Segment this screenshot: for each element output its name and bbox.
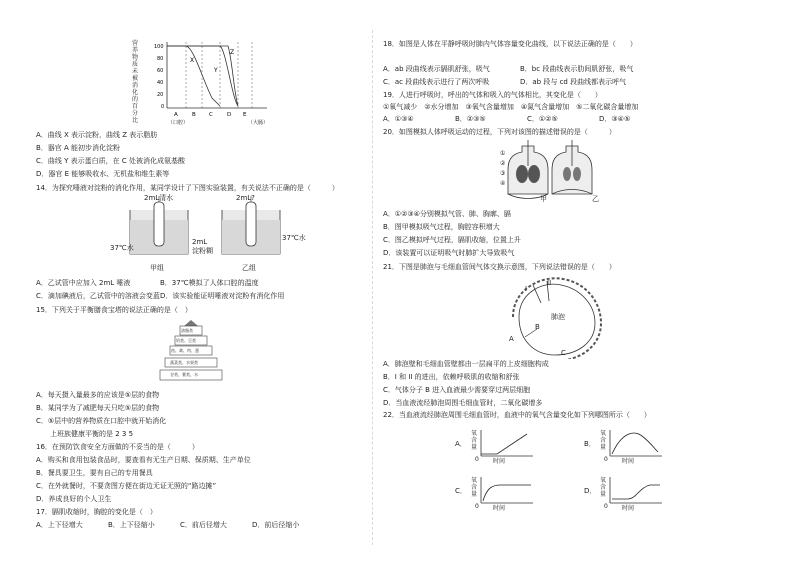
q22-graph-c-plot xyxy=(477,475,547,511)
q20-label-2: ② xyxy=(500,160,506,167)
q15-option-b[interactable]: B．某同学为了减肥每天只吃⑤层的食物 xyxy=(36,404,160,412)
q20-option-a[interactable]: A．①②③④分别模拟气管、肺、胸廓、膈 xyxy=(383,210,511,218)
q14-group-b: 乙组 xyxy=(242,264,256,272)
q21-label-alveolus: 肺泡 xyxy=(551,313,565,321)
q18-option-a[interactable]: A．ab 段曲线表示膈肌舒张，吸气 xyxy=(383,65,490,73)
q20-label-yi: 乙 xyxy=(592,195,599,203)
q17-option-d[interactable]: D．前后径缩小 xyxy=(252,521,300,529)
q13-option-a[interactable]: A．曲线 X 表示淀粉，曲线 Z 表示脂肪 xyxy=(36,131,158,139)
pagoda-layer-3: 鱼、禽、肉、蛋 xyxy=(171,348,199,353)
q14-temp-b: 37℃水 xyxy=(282,234,306,242)
q13-ytick-60: 60 xyxy=(157,68,164,74)
q22-graph-b-ylabel: 氧含量 xyxy=(600,430,607,451)
q22-graph-d-xlabel: 时间 xyxy=(622,505,635,512)
q15-option-d[interactable]: 上班族健康平衡的是 2 3 5 xyxy=(36,430,134,438)
q14-group-a: 甲组 xyxy=(150,264,164,272)
q22-graph-d-plot xyxy=(606,475,676,511)
q21-label-a: A xyxy=(509,335,514,343)
q14-starch-2: 淀粉糊 xyxy=(192,247,213,255)
q13-ytick-0: 0 xyxy=(161,104,165,110)
q19-option-a[interactable]: A．①③④ xyxy=(383,115,414,123)
q13-ytick-80: 80 xyxy=(157,56,164,62)
q13-xsub-mouth: （口腔） xyxy=(168,120,189,126)
q18-option-d[interactable]: D．ab 段与 cd 段曲线都表示呼气 xyxy=(520,78,627,86)
q22-graph-d-origin: 0 xyxy=(604,503,608,510)
q13-option-c[interactable]: C．曲线 Y 表示蛋白质，在 C 处被消化成氨基酸 xyxy=(36,157,185,165)
q21-option-c[interactable]: C．气体分子 B 进入血液最少需要穿过两层细胞 xyxy=(383,386,531,394)
q22-graph-c-origin: 0 xyxy=(475,503,479,510)
q22-graph-c[interactable] xyxy=(455,475,545,515)
q20-label-1: ① xyxy=(500,150,506,157)
q17-option-b[interactable]: B．上下径缩小 xyxy=(108,521,155,529)
q22-graph-a-plot xyxy=(477,428,547,464)
q20-option-c[interactable]: C．图乙模拟呼气过程，膈肌收缩，位置上升 xyxy=(383,236,521,244)
q18-option-c[interactable]: C．ac 段曲线表示进行了两次呼吸 xyxy=(383,78,490,86)
q22-graph-b[interactable] xyxy=(584,428,674,468)
q14-water-a: 2mL清水 xyxy=(144,194,174,202)
q19-option-c[interactable]: C．①②⑤ xyxy=(527,115,558,123)
q20-label-4: ④ xyxy=(500,180,506,187)
q14-starch: 2mL xyxy=(192,238,208,246)
q22-graph-a[interactable] xyxy=(455,428,545,468)
pagoda-layer-4: 蔬菜类、水果类 xyxy=(170,360,198,365)
q16-option-d[interactable]: D．养成良好的个人卫生 xyxy=(36,495,112,503)
q21-option-d[interactable]: D．当血液流经肺泡周围毛细血管时，二氧化碳增多 xyxy=(383,399,543,407)
q22-graph-c-xlabel: 时间 xyxy=(493,505,506,512)
q13-option-d[interactable]: D．器官 E 能够吸收水、无机盐和维生素等 xyxy=(36,170,170,178)
q13-xtick-a: A xyxy=(174,112,178,118)
pagoda-layer-1: 油脂类 xyxy=(181,328,193,333)
q21-figure xyxy=(505,277,605,359)
q20-figure xyxy=(500,140,610,204)
q19-items: ①氧气减少 ②水分增加 ③氧气含量增加 ④氮气含量增加 ⑤二氧化碳含量增加 xyxy=(383,103,639,111)
q14-option-b[interactable]: B．37℃模拟了人体口腔的温度 xyxy=(160,279,259,287)
q13-curve-chart xyxy=(132,38,302,128)
q14-temp-a: 37℃水 xyxy=(110,244,134,252)
q13-curve-x: X xyxy=(190,57,195,64)
q22-graph-c-ylabel: 氧含量 xyxy=(471,477,478,498)
q15-option-a[interactable]: A．每天摄入量最多的应该是⑤层的食物 xyxy=(36,391,160,399)
q14-option-c[interactable]: C．滴加碘液后，乙试管中的溶液会变蓝 xyxy=(36,292,160,300)
q13-xtick-d: D xyxy=(227,112,232,118)
q13-xtick-e: E xyxy=(243,112,247,118)
q16-option-b[interactable]: B．餐具要卫生，要有自己的专用餐具 xyxy=(36,469,153,477)
q21-label-i: I xyxy=(525,285,528,293)
q13-ytick-20: 20 xyxy=(157,92,164,98)
q16-option-a[interactable]: A．购买和食用包装食品时，要查看有无生产日期、保质期、生产单位 xyxy=(36,456,251,464)
q14-figure xyxy=(110,196,320,276)
q15-option-c[interactable]: C．⑤层中的营养物质在口腔中就开始消化 xyxy=(36,417,167,425)
q20-option-b[interactable]: B．图甲模拟吸气过程，胸腔容积增大 xyxy=(383,223,500,231)
column-divider xyxy=(372,30,373,545)
q14-stem: 14．为探究唾液对淀粉的消化作用，某同学设计了下图实验装置，有关说法不正确的是（ ） xyxy=(36,184,339,192)
q17-stem: 17．膈肌收缩时，胸腔的变化是（ ） xyxy=(36,508,157,516)
q20-stem: 20．如图模拟人体呼吸运动的过程，下列对该图的描述错误的是（ ） xyxy=(383,128,616,136)
q21-stem: 21．下图是肺泡与毛细血管间气体交换示意图，下列说法错误的是（ ） xyxy=(383,263,616,271)
q14-option-d[interactable]: D．该实验能证明唾液对淀粉有消化作用 xyxy=(160,292,285,300)
q22-graph-d[interactable] xyxy=(584,475,674,515)
q14-water-b: 2mL? xyxy=(236,194,255,202)
q13-curve-y: Y xyxy=(214,67,218,74)
q17-option-a[interactable]: A．上下径增大 xyxy=(36,521,83,529)
q22-graph-b-origin: 0 xyxy=(604,456,608,463)
q22-graph-a-xlabel: 时间 xyxy=(493,458,506,465)
q13-xtick-c: C xyxy=(209,112,213,118)
pagoda-layer-5: 谷类、薯类、水 xyxy=(170,372,198,377)
q19-option-d[interactable]: D．③④⑤ xyxy=(599,115,631,123)
q20-option-d[interactable]: D．该装置可以证明吸气时肺扩大导致吸气 xyxy=(383,249,515,257)
q15-stem: 15．下列关于平衡膳食宝塔的说法正确的是（ ） xyxy=(36,306,192,314)
q13-ytick-100: 100 xyxy=(154,44,164,50)
q21-label-c: C xyxy=(561,349,566,357)
q20-label-3: ③ xyxy=(500,170,506,177)
q13-xsub-colon: （大肠） xyxy=(248,120,269,126)
q21-label-ii: II xyxy=(547,279,552,287)
q22-graph-a-origin: 0 xyxy=(475,456,479,463)
q13-option-b[interactable]: B．器官 A 能初步消化淀粉 xyxy=(36,144,121,152)
q21-label-b: B xyxy=(535,323,540,331)
q18-option-b[interactable]: B．bc 段曲线表示肋间肌舒张，吸气 xyxy=(520,65,634,73)
q14-option-a[interactable]: A．乙试管中应加入 2mL 唾液 xyxy=(36,279,131,287)
q13-curve-z: Z xyxy=(230,49,235,56)
q22-graph-a-letter: A． xyxy=(455,440,467,448)
q16-option-c[interactable]: C．在外就餐时，不要贪图方便在街边无证无照的“路边摊” xyxy=(36,482,217,490)
q15-pagoda xyxy=(158,320,224,382)
q22-stem: 22．当血液流经肺泡周围毛细血管时，血液中的氧气含量变化如下列哪图所示（ ） xyxy=(383,411,651,419)
q19-option-b[interactable]: B．②③⑤ xyxy=(455,115,486,123)
q13-ytick-40: 40 xyxy=(157,80,164,86)
pagoda-layer-2: 奶类、豆类 xyxy=(176,338,196,343)
q13-figure xyxy=(132,38,302,128)
q13-xtick-b: B xyxy=(192,112,196,118)
q20-label-jia: 甲 xyxy=(540,195,547,203)
q22-graph-a-ylabel: 氧含量 xyxy=(471,430,478,451)
q21-option-a[interactable]: A．肺泡壁和毛细血管壁都由一层扁平的上皮细胞构成 xyxy=(383,360,549,368)
q13-ylabel: 营养 物质 未被 消化 的百 分比 xyxy=(132,40,139,124)
q22-graph-c-letter: C． xyxy=(455,487,467,495)
q22-graph-b-xlabel: 时间 xyxy=(622,458,635,465)
q22-graph-b-letter: B． xyxy=(584,440,596,448)
q22-graph-d-letter: D． xyxy=(584,487,597,495)
q19-stem: 19．人进行呼吸时，呼出的气体和吸入的气体相比，其变化是（ ） xyxy=(383,91,602,99)
q16-stem: 16．在预防饮食安全方面做的不妥当的是（ ） xyxy=(36,443,199,451)
q21-option-b[interactable]: B．I 和 II 的进出，依赖呼吸肌的收缩和舒张 xyxy=(383,373,520,381)
q22-graph-b-plot xyxy=(606,428,676,464)
q18-stem: 18．如图是人体在平静呼吸时肺内气体容量变化曲线，以下说法正确的是（ ） xyxy=(383,40,637,48)
q22-graph-d-ylabel: 氧含量 xyxy=(600,477,607,498)
q17-option-c[interactable]: C．前后径增大 xyxy=(180,521,227,529)
